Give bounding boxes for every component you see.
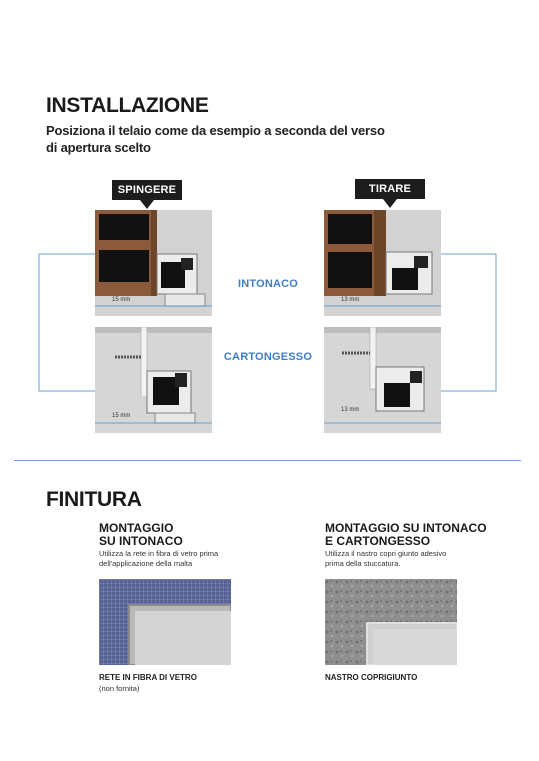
finitura-right-title-line1: MONTAGGIO SU INTONACO — [325, 521, 487, 535]
finitura-right-title-line2: E CARTONGESSO — [325, 534, 431, 548]
finitura-right-desc-line1: Utilizza il nastro copri giunto adesivo — [325, 549, 447, 558]
finitura-left-note: (non fornita) — [99, 684, 140, 693]
mesh-photo-drawing — [99, 579, 231, 665]
finitura-title: FINITURA — [46, 488, 142, 511]
left-connector — [39, 254, 95, 391]
label-intonaco: INTONACO — [237, 278, 299, 290]
tag-tirare: TIRARE — [355, 179, 425, 199]
mm-label: 15 mm — [112, 413, 131, 419]
frame-section-drawing — [324, 327, 441, 433]
finitura-right-desc-line2: prima della stuccatura. — [325, 559, 401, 568]
finitura-left-caption: RETE IN FIBRA DI VETRO — [99, 673, 197, 682]
label-cartongesso: CARTONGESSO — [223, 351, 313, 363]
finitura-left-desc-line1: Utilizza la rete in fibra di vetro prima — [99, 549, 219, 558]
photo-tirare-cartongesso — [324, 327, 441, 433]
installazione-title: INSTALLAZIONE — [46, 94, 209, 117]
mm-label: 13 mm — [341, 407, 360, 413]
installazione-subtitle-line1: Posiziona il telaio come da esempio a seconda del verso — [46, 123, 385, 138]
plaster-photo-drawing — [325, 579, 457, 665]
finitura-left-title-line2: SU INTONACO — [99, 534, 183, 548]
mm-label: 15 mm — [112, 297, 131, 303]
installazione-subtitle-line2: di apertura scelto — [46, 140, 151, 155]
photo-spingere-intonaco — [95, 210, 212, 316]
photo-nastro-coprigiunto — [325, 579, 457, 665]
right-connector — [441, 254, 496, 391]
section-divider — [14, 460, 521, 461]
finitura-left-desc-line2: dell'applicazione della malta — [99, 559, 193, 568]
photo-tirare-intonaco — [324, 210, 441, 316]
finitura-right-caption: NASTRO COPRIGIUNTO — [325, 673, 418, 682]
tag-spingere: SPINGERE — [112, 180, 182, 200]
finitura-left-title-line1: MONTAGGIO — [99, 521, 174, 535]
photo-rete-fibra-vetro — [99, 579, 231, 665]
photo-spingere-cartongesso — [95, 327, 212, 433]
mm-label: 13 mm — [341, 297, 360, 303]
